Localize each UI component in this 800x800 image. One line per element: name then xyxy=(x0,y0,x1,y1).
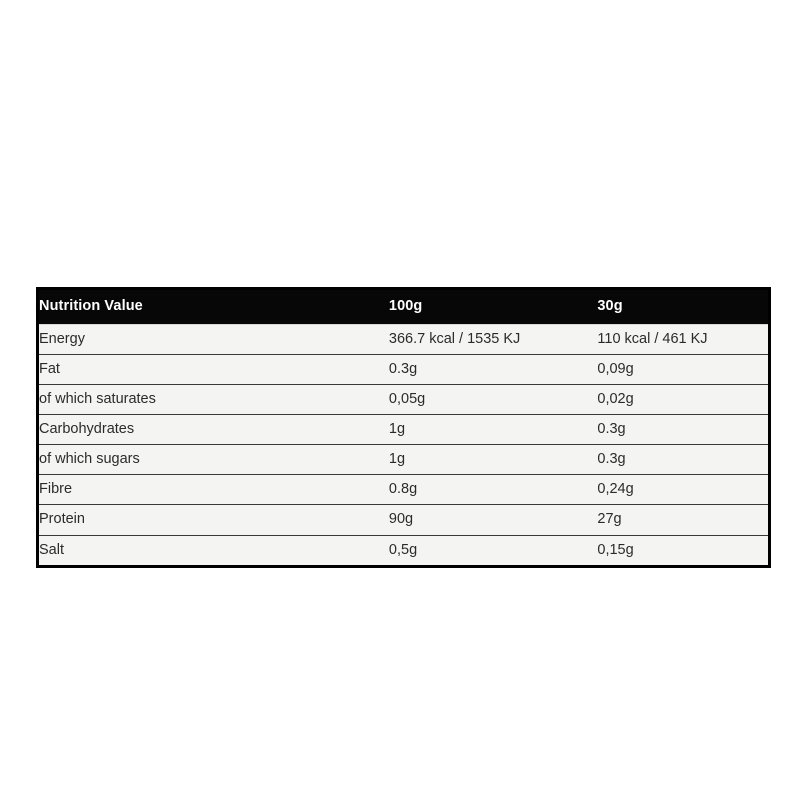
table-header xyxy=(39,290,768,324)
row-value-carbohydrates-100g: 1g xyxy=(389,415,597,445)
row-label-sugars: of which sugars xyxy=(39,445,389,475)
table-row xyxy=(39,415,768,445)
row-label-protein: Protein xyxy=(39,505,389,535)
row-value-salt-30g: 0,15g xyxy=(597,535,768,565)
row-value-sugars-30g: 0.3g xyxy=(597,445,768,475)
row-label-carbohydrates: Carbohydrates xyxy=(39,415,389,445)
row-label-saturates: of which saturates xyxy=(39,384,389,414)
row-label-fat: Fat xyxy=(39,354,389,384)
row-value-fibre-30g: 0,24g xyxy=(597,475,768,505)
table-row xyxy=(39,445,768,475)
table-body xyxy=(39,324,768,565)
row-value-sugars-100g: 1g xyxy=(389,445,597,475)
column-header-per-100g: 100g xyxy=(388,298,423,314)
table-row xyxy=(39,384,768,414)
nutrition-table xyxy=(39,290,768,565)
nutrition-table-panel xyxy=(36,287,771,568)
row-value-protein-30g: 27g xyxy=(597,505,768,535)
row-value-energy-100g: 366.7 kcal / 1535 KJ xyxy=(389,324,597,354)
table-row xyxy=(39,475,768,505)
row-value-saturates-100g: 0,05g xyxy=(389,384,597,414)
row-value-fibre-100g: 0.8g xyxy=(389,475,597,505)
row-value-salt-100g: 0,5g xyxy=(389,535,597,565)
column-header-per-30g: 30g xyxy=(597,298,623,314)
table-header-row xyxy=(39,290,768,324)
row-value-energy-30g: 110 kcal / 461 KJ xyxy=(597,324,768,354)
table-row xyxy=(39,535,768,565)
row-value-fat-30g: 0,09g xyxy=(597,354,768,384)
row-label-fibre: Fibre xyxy=(39,475,389,505)
table-row xyxy=(39,505,768,535)
column-header-nutrition-value: Nutrition Value xyxy=(39,298,143,314)
row-value-saturates-30g: 0,02g xyxy=(597,384,768,414)
table-row xyxy=(39,324,768,354)
row-label-energy: Energy xyxy=(39,324,389,354)
row-value-carbohydrates-30g: 0.3g xyxy=(597,415,768,445)
row-value-protein-100g: 90g xyxy=(389,505,597,535)
row-value-fat-100g: 0.3g xyxy=(389,354,597,384)
row-label-salt: Salt xyxy=(39,535,389,565)
table-row xyxy=(39,354,768,384)
